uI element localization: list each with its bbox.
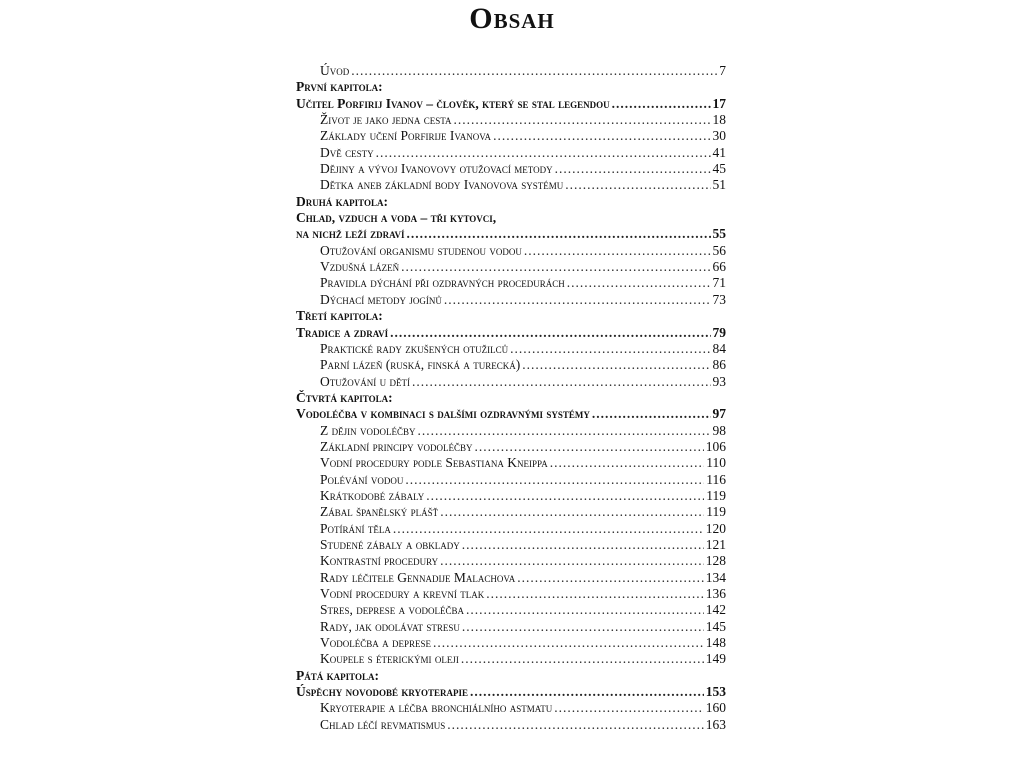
toc-entry-label: na nichž leží zdraví [296,226,405,242]
toc-leader-dots [440,553,704,569]
toc-entry [296,357,726,373]
toc-page-number: 120 [705,520,726,536]
page-title: Obsah [469,2,555,35]
toc-page-number: 153 [705,684,726,700]
toc-page-number: 86 [712,357,726,373]
toc-entry-label: Rady, jak odolávat stresu [320,618,460,634]
toc-page-number: 45 [712,161,726,177]
toc-entry-label: Úspěchy novodobé kryoterapie [296,684,469,700]
toc-entry [296,243,726,259]
toc-entry [296,586,726,602]
toc-entry [296,472,726,488]
toc-entry [296,553,726,569]
toc-page-number: 98 [712,422,726,438]
toc-entry-label: Druhá kapitola: [296,193,388,209]
toc-leader-dots [351,63,717,79]
toc-leader-dots [565,177,710,193]
toc-page-number: 84 [712,340,726,356]
toc-entry-label: Krátkodobé zábaly [320,487,425,503]
toc-chapter-heading [296,406,726,422]
toc-page-number: 66 [712,259,726,275]
toc-leader-dots [612,96,711,112]
toc-entry-label: Učitel Porfirij Ivanov – člověk, který se stal legendou [296,95,610,111]
toc-entry [296,521,726,537]
toc-leader-dots [426,488,704,504]
toc-leader-dots [462,537,704,553]
toc-entry-label: Chlad léčí revmatismus [320,716,446,732]
toc-entry-label: Základy učení Porfirije Ivanova [320,128,492,144]
toc-entry-label: Otužování organismu studenou vodou [320,242,522,258]
toc-entry-label: Dětka aneb základní body Ivanovova systému [320,177,564,193]
toc-page-number: 106 [705,438,726,454]
toc-entry [296,341,726,357]
toc-entry [296,570,726,586]
toc-chapter-heading [296,308,726,324]
toc-leader-dots [524,243,711,259]
table-of-contents [296,63,726,733]
toc-chapter-heading [296,390,726,406]
toc-entry [296,602,726,618]
toc-entry [296,161,726,177]
toc-page-number: 17 [712,95,726,111]
toc-leader-dots [592,406,711,422]
toc-page-number: 79 [712,324,726,340]
toc-page-number: 18 [712,112,726,128]
toc-leader-dots [444,292,711,308]
toc-entry [296,488,726,504]
toc-page-number: 136 [705,586,726,601]
toc-entry-label: Chlad, vzduch a voda – tři kytovci, [296,210,497,226]
toc-entry-label: Vodoléčba v kombinaci s dalšími ozdravnými systémy [296,406,590,422]
toc-page-number: 163 [705,716,726,732]
toc-entry-label: Rady léčitele Gennadije Malachova [320,569,516,585]
toc-page-number: 121 [705,536,726,552]
toc-entry-label: Parní lázeň (ruská, finská a turecká) [320,357,521,373]
toc-page-number: 119 [706,504,726,520]
toc-entry-label: Z dějin vodoléčby [320,422,416,438]
toc-entry [296,374,726,390]
toc-entry [296,439,726,455]
toc-entry-label: Zábal španělský plášť [320,504,439,520]
toc-entry-label: Studené zábaly a obklady [320,536,460,552]
toc-entry-label: Úvod [320,63,350,78]
toc-entry [296,504,726,520]
toc-entry [296,292,726,308]
toc-leader-dots [461,651,704,667]
toc-entry [296,717,726,733]
toc-leader-dots [554,700,703,716]
toc-leader-dots [376,145,711,161]
toc-entry [296,537,726,553]
toc-page-number: 51 [712,177,726,193]
toc-leader-dots [401,259,710,275]
toc-leader-dots [447,717,703,733]
toc-entry [296,423,726,439]
toc-leader-dots [406,226,710,242]
toc-leader-dots [567,275,711,291]
toc-page-number: 93 [712,373,726,389]
toc-entry-label: Polévání vodou [320,471,404,487]
toc-page-number: 110 [706,455,726,471]
toc-entry-label: Vzdušná lázeň [320,259,400,275]
toc-entry-label: Potírání těla [320,520,391,536]
toc-entry-label: Vodní procedury a krevní tlak [320,586,485,601]
toc-page-number: 7 [719,63,726,78]
toc-entry-label: Pátá kapitola: [296,667,379,683]
toc-entry-label: Dýchací metody jogínů [320,291,442,307]
toc-leader-dots [454,112,711,128]
toc-chapter-heading [296,668,726,684]
toc-page-number: 56 [712,242,726,258]
toc-page-number: 97 [712,406,726,422]
toc-entry-label: Kontrastní procedury [320,553,439,569]
toc-page-number: 148 [705,635,726,651]
toc-page-number: 142 [705,602,726,618]
toc-page-number: 73 [712,291,726,307]
toc-chapter-heading [296,194,726,210]
toc-leader-dots [470,684,704,700]
toc-leader-dots [412,374,711,390]
toc-chapter-heading [296,684,726,700]
toc-entry-label: Vodní procedury podle Sebastiana Kneippa [320,455,548,471]
toc-leader-dots [486,586,704,602]
toc-page-number: 41 [712,144,726,160]
toc-leader-dots [517,570,704,586]
toc-entry-label: Dějiny a vývoj Ivanovovy otužovací metody [320,161,553,177]
toc-leader-dots [433,635,704,651]
toc-leader-dots [462,619,704,635]
toc-page-number: 55 [712,226,726,242]
toc-entry-label: Čtvrtá kapitola: [296,389,393,405]
toc-entry [296,700,726,716]
toc-entry [296,619,726,635]
toc-leader-dots [466,602,704,618]
toc-leader-dots [418,423,711,439]
toc-leader-dots [390,325,710,341]
toc-leader-dots [510,341,710,357]
toc-chapter-heading [296,210,726,226]
toc-entry [296,275,726,291]
toc-entry [296,635,726,651]
toc-entry-label: Pravidla dýchání při ozdravných procedurách [320,275,565,291]
toc-page-number: 134 [705,569,726,585]
toc-entry-label: Život je jako jedna cesta [320,112,452,128]
toc-entry-label: Stres, deprese a vodoléčba [320,602,465,618]
toc-page-number: 30 [712,128,726,144]
toc-page-number: 71 [712,275,726,291]
toc-leader-dots [475,439,704,455]
toc-entry-label: První kapitola: [296,79,383,95]
toc-entry-label: Praktické rady zkušených otužilců [320,340,509,356]
toc-leader-dots [493,128,710,144]
toc-leader-dots [522,357,710,373]
toc-entry-label: Kryoterapie a léčba bronchiálního astmatu [320,700,553,716]
toc-chapter-heading [296,325,726,341]
toc-entry-label: Koupele s éterickými oleji [320,651,459,667]
toc-entry-label: Otužování u dětí [320,373,410,389]
toc-entry [296,145,726,161]
toc-entry-label: Vodoléčba a deprese [320,635,432,651]
toc-entry [296,63,726,79]
toc-page-number: 145 [705,618,726,634]
toc-entry-label: Základní principy vodoléčby [320,438,473,454]
toc-leader-dots [393,521,704,537]
toc-entry [296,128,726,144]
toc-entry-label: Třetí kapitola: [296,308,383,324]
toc-entry [296,177,726,193]
toc-leader-dots [555,161,711,177]
toc-chapter-heading [296,79,726,95]
toc-page-number: 160 [705,700,726,716]
toc-entry [296,112,726,128]
toc-entry [296,455,726,471]
toc-chapter-heading [296,96,726,112]
toc-page-number: 128 [705,553,726,569]
toc-page-number: 149 [705,651,726,667]
toc-page-number: 116 [706,471,726,487]
toc-entry [296,651,726,667]
toc-page-number: 119 [706,487,726,503]
toc-leader-dots [550,455,705,471]
toc-leader-dots [405,472,704,488]
toc-entry-label: Tradice a zdraví [296,324,389,340]
toc-chapter-heading [296,226,726,242]
toc-leader-dots [440,504,704,520]
toc-entry [296,259,726,275]
toc-entry-label: Dvě cesty [320,144,374,160]
